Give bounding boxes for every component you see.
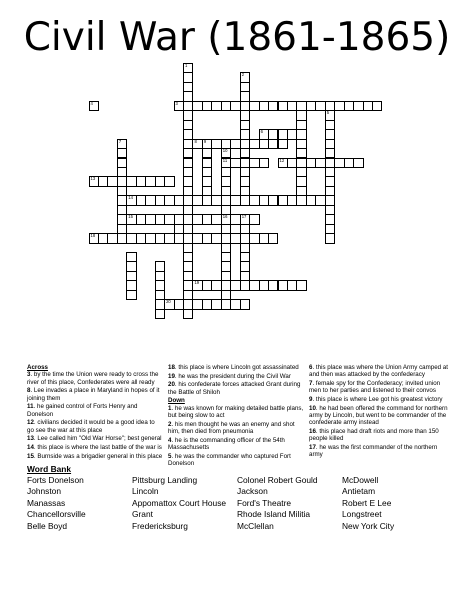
clue-down-4: 4. he is the commanding officer of the 54th Massachusetts (168, 436, 285, 451)
crossword-cell[interactable] (174, 299, 184, 309)
across-heading: Across (27, 364, 48, 371)
crossword-cell[interactable] (230, 139, 240, 149)
crossword-cell[interactable] (296, 280, 306, 290)
crossword-cell[interactable] (211, 195, 221, 205)
clue-number: 2 (241, 72, 245, 78)
clue-across-14: 14. this place is where the last battle of the war is (27, 443, 162, 451)
crossword-cell[interactable] (230, 195, 240, 205)
clue-across-13: 13. Lee called him "Old War Horse"; best general (27, 435, 162, 443)
crossword-cell[interactable] (278, 139, 288, 149)
clue-number: 14 (128, 195, 133, 201)
crossword-cell[interactable] (126, 290, 136, 300)
crossword-cell[interactable] (315, 195, 325, 205)
word-bank-column-4 (342, 475, 394, 532)
clue-number: 9 (203, 138, 207, 144)
clue-number: 1 (185, 63, 188, 68)
crossword-cell[interactable] (296, 186, 306, 196)
crossword-cell[interactable] (230, 101, 240, 111)
clue-down-6: 6. this place was where the Union Army camped at and then was attacked by the confederacy (309, 364, 448, 379)
crossword-cell[interactable] (183, 309, 193, 319)
crossword-cell[interactable] (230, 280, 240, 290)
crossword-cell[interactable] (174, 224, 184, 234)
word-bank-item: Belle Boyd (27, 520, 68, 531)
clue-number: 15 (128, 214, 133, 220)
word-bank-item: McDowell (342, 475, 379, 485)
word-bank-item: Ford's Theatre (237, 497, 292, 508)
word-bank-column-3 (237, 475, 318, 532)
page-title: Civil War (1861-1865) (23, 15, 451, 60)
word-bank-item: Appomattox Court House (132, 497, 227, 508)
crossword-cell[interactable] (174, 195, 184, 205)
clues-part2 (168, 364, 304, 469)
crossword-cell[interactable] (211, 280, 221, 290)
crossword-cell[interactable] (325, 233, 335, 243)
across-clues-part1 (27, 364, 163, 461)
crossword-cell[interactable] (353, 158, 363, 168)
clue-across-20: 20. his confederate forces attacked Grant during the Battle of Shiloh (168, 381, 301, 396)
clue-across-11: 11. he gained control of Forts Henry and Donelson (27, 403, 138, 418)
clue-down-2: 2. his men thought he was an enemy and shot him, then died from pneumonia (168, 420, 295, 435)
clue-number: 7 (118, 138, 122, 144)
clue-number: 20 (166, 299, 171, 305)
word-bank-item: Pittsburg Landing (132, 475, 198, 485)
clue-across-15: 15. Burnside was a brigadier general in this place (27, 452, 163, 460)
clue-number: 17 (241, 214, 247, 220)
clue-number: 19 (194, 280, 200, 286)
clue-number: 8 (194, 138, 197, 144)
crossword-cell[interactable] (296, 148, 306, 158)
word-bank-item: New York City (342, 520, 395, 531)
clue-across-18: 18. this place is where Lincoln got assassinated (168, 364, 299, 371)
crossword-cell[interactable] (155, 309, 165, 319)
clue-number: 18 (90, 233, 96, 239)
clue-down-9: 9. this place is where Lee got his greatest victory (309, 395, 443, 403)
clue-down-5: 5. he was the commander who captured Fort Donelson (168, 452, 291, 467)
crossword-cell[interactable] (174, 101, 184, 111)
word-bank-item: Grant (132, 509, 153, 520)
word-bank-item: Jackson (237, 486, 268, 497)
word-bank-item: Forts Donelson (27, 475, 84, 485)
clue-across-3: 3. by the time the Union were ready to cross the river of this place, Confederates were all ready (27, 371, 159, 386)
word-bank-item: Colonel Robert Gould (237, 475, 318, 485)
clue-down-7: 7. female spy for the Confederacy; invited union men to her parties and listened to their convos (309, 379, 441, 395)
clue-number: 16 (222, 214, 228, 220)
crossword-cell[interactable] (249, 214, 259, 224)
clue-number: 11 (222, 157, 228, 163)
word-bank-item: Lincoln (132, 486, 159, 497)
crossword-cell[interactable] (240, 299, 250, 309)
word-bank-item: Manassas (27, 497, 66, 508)
crossword-cell[interactable] (174, 233, 184, 243)
crossword-cell[interactable] (107, 176, 117, 186)
clue-across-8: 8. Lee invades a place in Maryland in hopes of it joining them (27, 387, 160, 402)
clue-number: 6 (260, 129, 263, 135)
crossword-cell[interactable] (230, 158, 240, 168)
crossword-cell[interactable] (259, 158, 269, 168)
word-bank-item: Longstreet (342, 509, 382, 520)
word-bank-item: Rhode Island Militia (237, 509, 311, 520)
word-bank-item: Fredericksburg (132, 520, 188, 531)
clue-down-1: 1. he was known for making detailed battle plans, but being slow to act (168, 404, 304, 419)
clue-down-10: 10. he had been offered the command for northern army by Lincoln, but went to be commander of the confederate army instead (309, 404, 448, 427)
word-bank-item: Antietam (342, 486, 376, 497)
word-bank-column-2 (132, 475, 226, 532)
clue-number: 10 (222, 148, 228, 154)
crossword-cell[interactable] (230, 233, 240, 243)
word-bank-title: Word Bank (27, 464, 72, 474)
crossword-cell[interactable] (211, 214, 221, 224)
down-heading: Down (168, 397, 185, 405)
down-clues-part2 (309, 364, 449, 460)
word-bank-item: McClellan (237, 520, 274, 531)
crossword-cell[interactable] (372, 101, 382, 111)
word-bank-item: Chancellorsville (27, 509, 86, 520)
clue-across-19: 19. he was the president during the Civil War (168, 372, 291, 380)
clue-down-16: 16. this place had draft riots and more than 150 people killed (309, 427, 439, 443)
clue-number: 4 (90, 100, 93, 106)
word-bank-column-1 (27, 475, 86, 532)
word-bank-item: Robert E Lee (342, 497, 392, 508)
crossword-cell[interactable] (268, 233, 278, 243)
clue-down-17: 17. he was the first commander of the northern army (309, 443, 438, 459)
crossword-cell[interactable] (89, 101, 99, 111)
clue-number: 5 (326, 110, 330, 116)
word-bank-item: Johnston (27, 486, 61, 497)
crossword-cell[interactable] (164, 176, 174, 186)
crossword-cell[interactable] (211, 233, 221, 243)
clue-number: 3 (175, 100, 178, 106)
clue-number: 13 (90, 176, 96, 182)
clue-across-12: 12. civilians decided it would be a good idea to go see the war at this place (27, 419, 155, 434)
crossword-cell[interactable] (315, 158, 325, 168)
clue-number: 12 (279, 157, 285, 163)
